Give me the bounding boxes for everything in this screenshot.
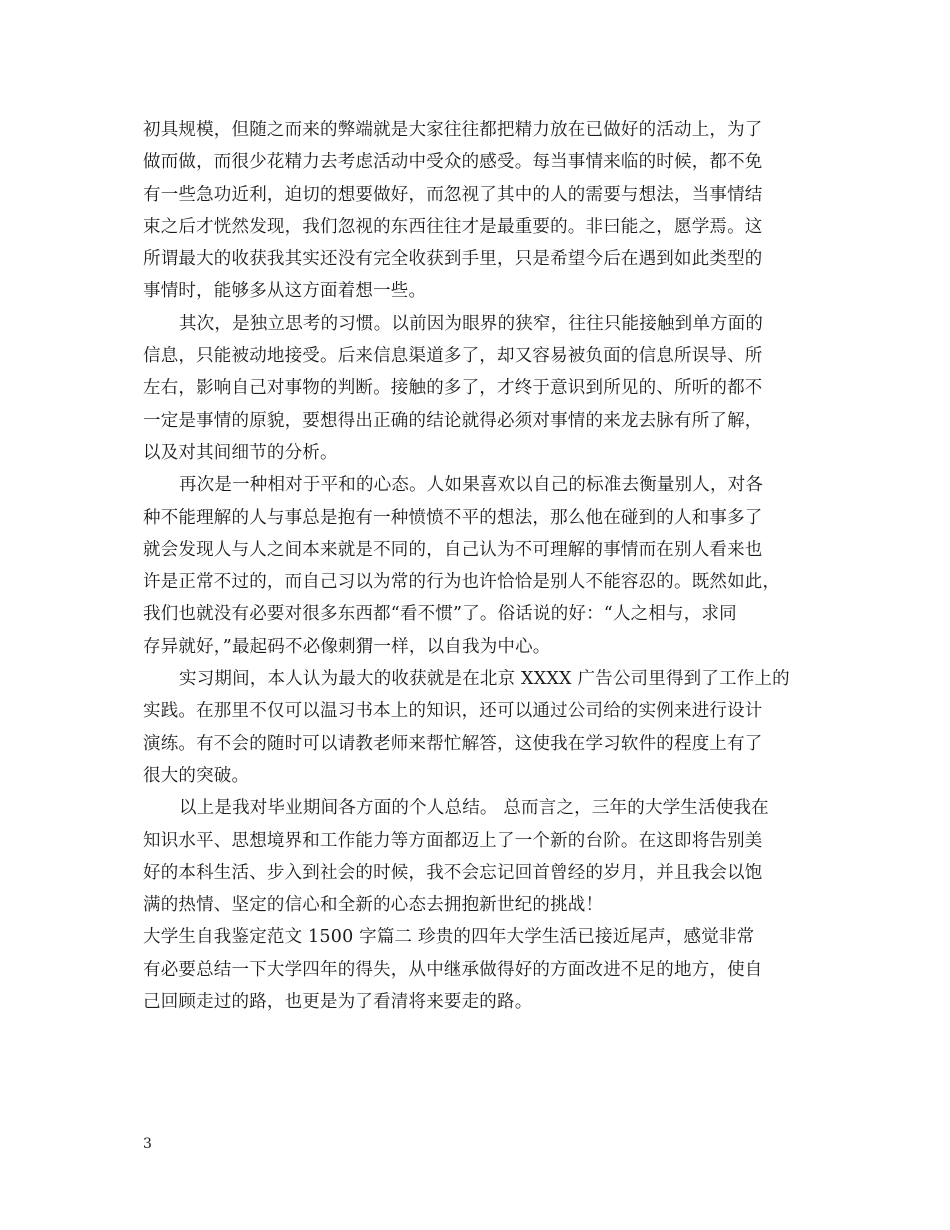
- text-line: 满的热情、坚定的信心和全新的心态去拥抱新世纪的挑战！: [143, 895, 604, 916]
- text-line: 很大的突破。: [143, 765, 250, 786]
- text-line: 做而做，而很少花精力去考虑活动中受众的感受。每当事情来临的时候，都不免: [143, 152, 763, 173]
- text-line: 就会发现人与人之间本来就是不同的，自己认为不可理解的事情而在别人看来也: [143, 539, 763, 560]
- text-line: 许是正常不过的，而自己习以为常的行为也许恰恰是别人不能容忍的。既然如此，: [143, 572, 781, 593]
- text-line: 演练。有不会的随时可以请教老师来帮忙解答，这使我在学习软件的程度上有了: [143, 733, 763, 754]
- text-line: 知识水平、思想境界和工作能力等方面都迈上了一个新的台阶。在这即将告别美: [143, 830, 763, 851]
- page-number: 3: [143, 1136, 152, 1152]
- paragraph-first-line: 其次，是独立思考的习惯。以前因为眼界的狭窄，往往只能接触到单方面的: [179, 313, 764, 334]
- text-line: 左右，影响自己对事物的判断。接触的多了，才终于意识到所见的、所听的都不: [143, 378, 763, 399]
- paragraph-first-line: 实习期间，本人认为最大的收获就是在北京 XXXX 广告公司里得到了工作上的: [179, 669, 790, 690]
- text-line: 好的本科生活、步入到社会的时候，我不会忘记回首曾经的岁月，并且我会以饱: [143, 862, 763, 883]
- text-line: 种不能理解的人与事总是抱有一种愤愤不平的想法，那么他在碰到的人和事多了: [143, 507, 763, 528]
- text-line: 实践。在那里不仅可以温习书本上的知识，还可以通过公司给的实例来进行设计: [143, 701, 763, 722]
- paragraph-first-line: 再次是一种相对于平和的心态。人如果喜欢以自己的标准去衡量别人，对各: [179, 475, 764, 496]
- text-line: 一定是事情的原貌，要想得出正确的结论就得必须对事情的来龙去脉有所了解，: [143, 410, 763, 431]
- section-heading-line: 大学生自我鉴定范文 1500 字篇二 珍贵的四年大学生活已接近尾声，感觉非常: [143, 927, 755, 948]
- text-line: 信息，只能被动地接受。后来信息渠道多了，却又容易被负面的信息所误导、所: [143, 346, 763, 367]
- text-line: 事情时，能够多从这方面着想一些。: [143, 281, 427, 302]
- text-line: 束之后才恍然发现，我们忽视的东西往往才是最重要的。非曰能之，愿学焉。这: [143, 216, 763, 237]
- text-line: 己回顾走过的路，也更是为了看清将来要走的路。: [143, 992, 533, 1013]
- text-line: 存异就好，”最起码不必像刺猬一样，以自我为中心。: [143, 636, 551, 657]
- text-line: 以及对其间细节的分析。: [143, 442, 338, 463]
- text-line: 有一些急功近利，迫切的想要做好，而忽视了其中的人的需要与想法，当事情结: [143, 184, 763, 205]
- text-line: 我们也就没有必要对很多东西都“看不惯”了。俗话说的好：“人之相与，求同: [143, 604, 737, 625]
- paragraph-first-line: 以上是我对毕业期间各方面的个人总结。 总而言之，三年的大学生活使我在: [179, 798, 769, 819]
- document-body: [143, 114, 813, 1018]
- text-line: 初具规模，但随之而来的弊端就是大家往往都把精力放在已做好的活动上，为了: [143, 120, 763, 140]
- text-line: 有必要总结一下大学四年的得失，从中继承做得好的方面改进不足的地方，使自: [143, 959, 763, 980]
- text-line: 所谓最大的收获我其实还没有完全收获到手里，只是希望今后在遇到如此类型的: [143, 249, 763, 270]
